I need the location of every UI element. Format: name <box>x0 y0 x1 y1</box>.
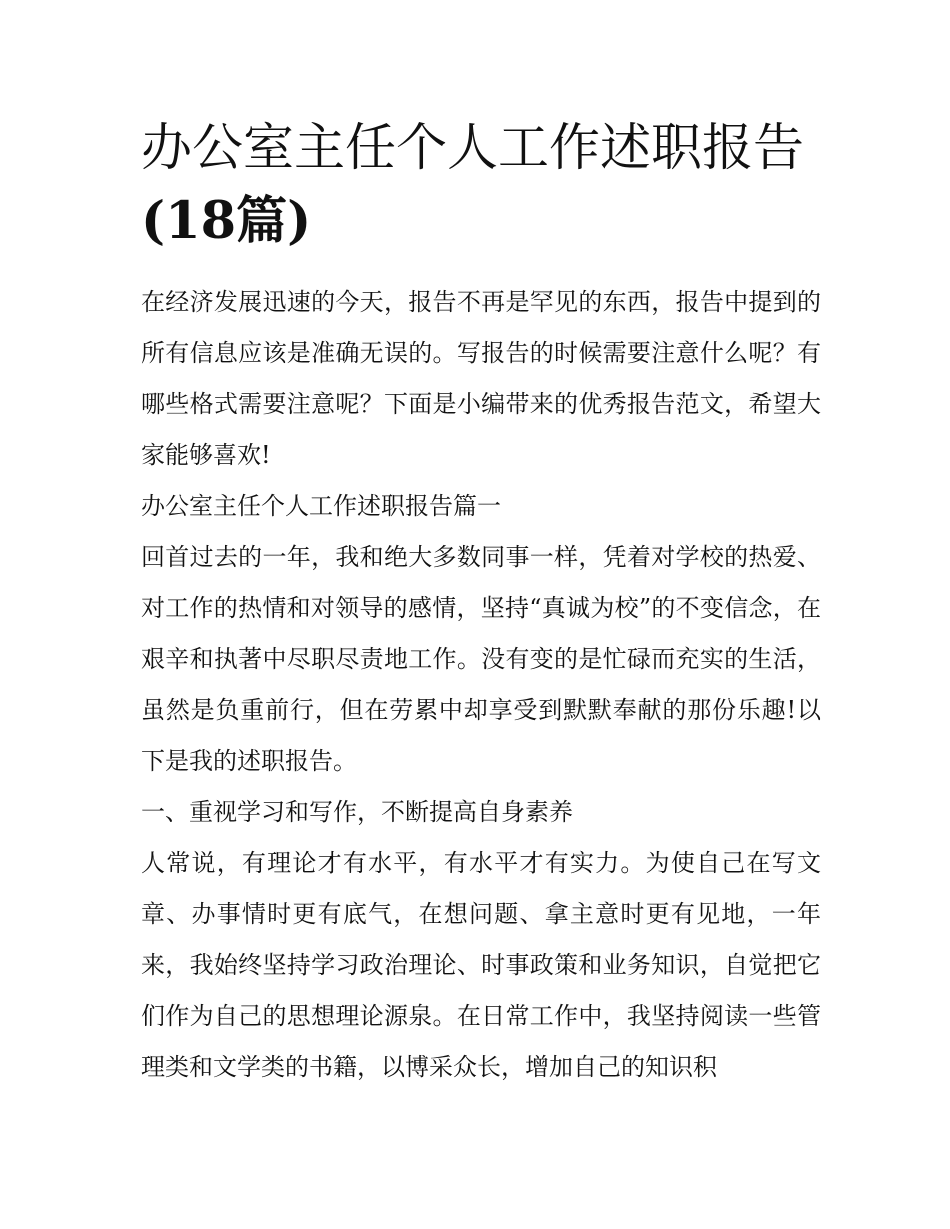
section-heading-part-one: 办公室主任个人工作述职报告篇一 <box>141 492 501 520</box>
body-paragraph: 人常说，有理论才有水平，有水平才有实力。为使自己在写文章、办事情时更有底气，在想问题、拿主意时更有见地，一年来，我始终坚持学习政治理论、时事政策和业务知识，自觉把它们作为自己的思想理论源泉。在日常工作中，我坚持阅读一些管理类和文学类的书籍，以博采众长，增加自己的知识积 <box>141 849 821 1081</box>
body-paragraph: 回首过去的一年，我和绝大多数同事一样，凭着对学校的热爱、对工作的热情和对领导的感情，坚持“真诚为校”的不变信念，在艰辛和执著中尽职尽责地工作。没有变的是忙碌而充实的生活，虽然是负重前行，但在劳累中却享受到默默奉献的那份乐趣!以下是我的述职报告。 <box>141 543 821 775</box>
intro-paragraph: 在经济发展迅速的今天，报告不再是罕见的东西，报告中提到的所有信息应该是准确无误的。写报告的时候需要注意什么呢？有哪些格式需要注意呢？下面是小编带来的优秀报告范文，希望大家能够喜欢! <box>141 288 821 469</box>
title-line-2: (18篇) <box>141 191 312 251</box>
subsection-heading: 一、重视学习和写作，不断提高自身素养 <box>141 798 573 826</box>
document-body <box>141 277 821 1093</box>
title-line-1: 办公室主任个人工作述职报告 <box>141 119 805 178</box>
document-title <box>141 112 821 258</box>
